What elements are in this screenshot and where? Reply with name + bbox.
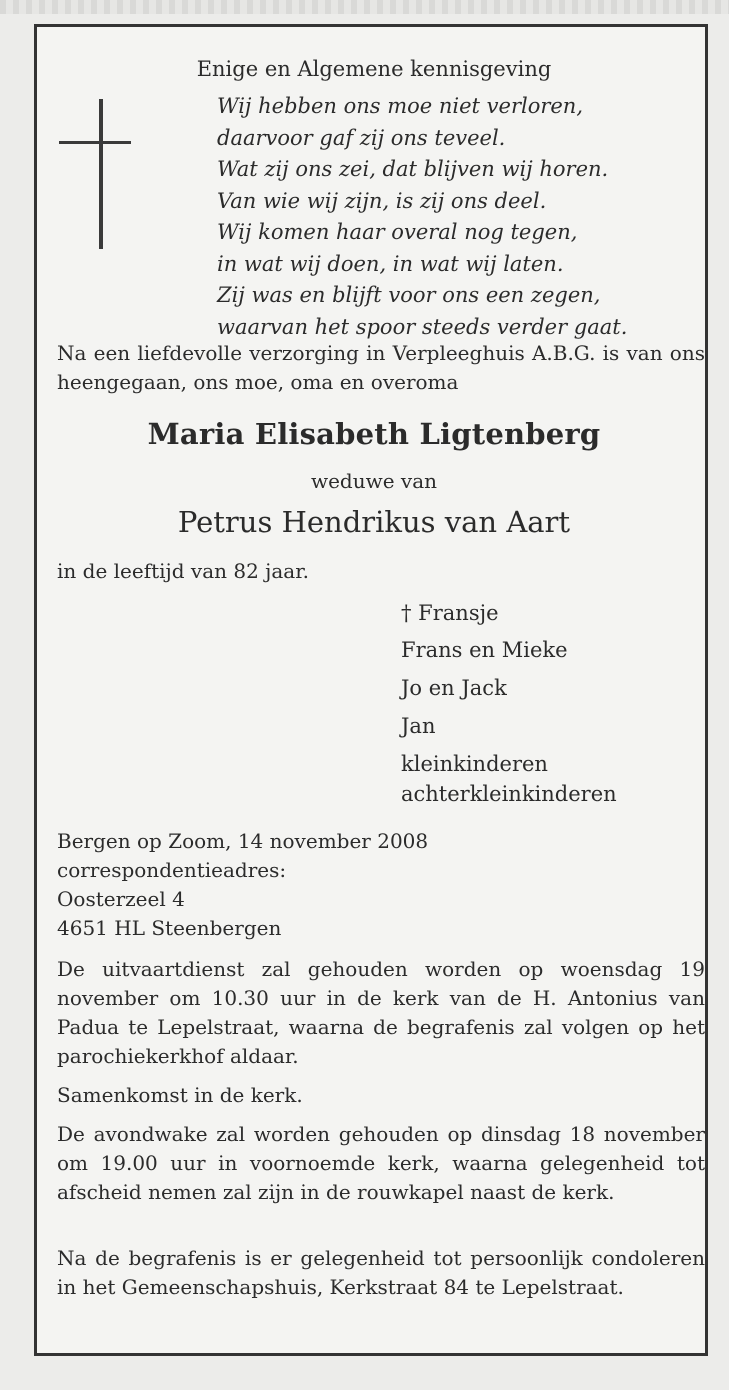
date-line: Bergen op Zoom, 14 november 2008 — [57, 829, 429, 853]
family-names: Frans en Mieke — [401, 638, 568, 662]
age-line: in de leeftijd van 82 jaar. — [57, 559, 309, 583]
widow-of-label: weduwe van — [310, 469, 438, 493]
family-names: kleinkinderen — [401, 752, 548, 776]
poem-line: daarvoor gaf zij ons teveel. — [217, 125, 506, 150]
poem — [217, 91, 677, 343]
family-names: Jan — [401, 714, 436, 738]
address-block — [57, 827, 705, 943]
address-label: correspondentieadres: — [57, 858, 287, 882]
poem-line: in wat wij doen, in wat wij laten. — [217, 251, 564, 276]
poem-line: Wat zij ons zei, dat blijven wij horen. — [217, 157, 609, 181]
family-names: † Fransje — [401, 601, 499, 625]
poem-line: Van wie wij zijn, is zij ons deel. — [217, 188, 547, 213]
newspaper-edge — [0, 0, 729, 14]
poem-line: Zij was en blijft voor ons een zegen, — [217, 283, 601, 307]
gathering-text: Samenkomst in de kerk. — [57, 1083, 303, 1107]
notice-heading: Enige en Algemene kennisgeving — [196, 57, 552, 81]
husband-name: Petrus Hendrikus van Aart — [177, 505, 571, 539]
poem-line: Wij komen haar overal nog tegen, — [217, 220, 578, 244]
family-names: achterkleinkinderen — [401, 782, 617, 806]
intro-text: Na een liefdevolle verzorging in Verpleeghuis A.B.G. is van ons heengegaan, ons moe, oma en overoma — [57, 341, 705, 394]
family-names: Jo en Jack — [401, 676, 507, 700]
obituary-notice — [34, 24, 708, 1356]
address-street: Oosterzeel 4 — [57, 887, 185, 911]
poem-line: waarvan het spoor steeds verder gaat. — [217, 314, 628, 339]
condolence-text: Na de begrafenis is er gelegenheid tot persoonlijk condoleren in het Gemeenschapshuis, Kerkstraat 84 te Lepelstraat. — [57, 1246, 705, 1299]
deceased-name: Maria Elisabeth Ligtenberg — [147, 417, 601, 451]
cross-icon — [59, 99, 131, 249]
wake-text: De avondwake zal worden gehouden op dinsdag 18 november om 19.00 uur in voornoemde kerk, waarna gelegenheid tot afscheid nemen zal zijn in de rouwkapel naast de kerk. — [57, 1122, 705, 1204]
funeral-text: De uitvaartdienst zal gehouden worden op woensdag 19 november om 10.30 uur in de kerk van de H. Antonius van Padua te Lepelstraat, waarna de begrafenis zal volgen op het parochiekerkhof aldaar. — [57, 957, 705, 1068]
address-city: 4651 HL Steenbergen — [57, 916, 282, 940]
poem-line: Wij hebben ons moe niet verloren, — [217, 94, 584, 118]
